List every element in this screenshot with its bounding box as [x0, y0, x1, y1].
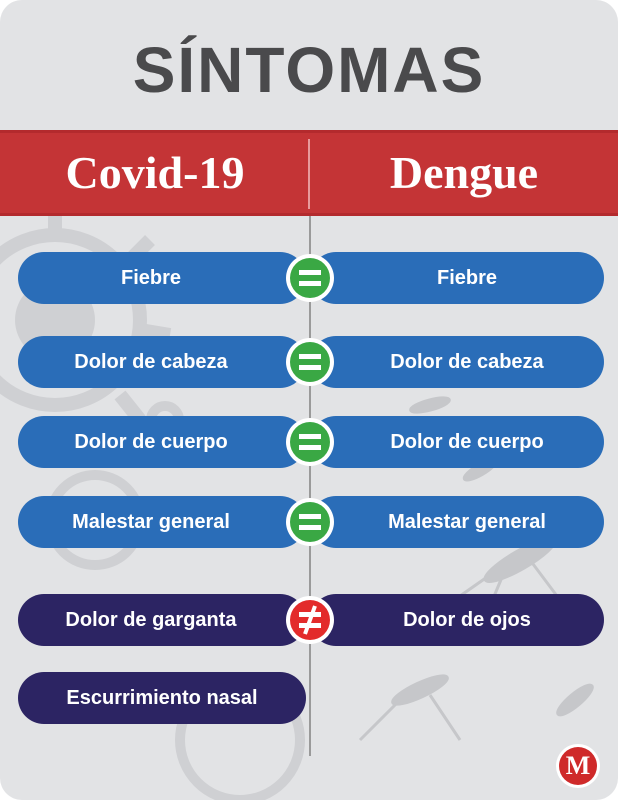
symptom-covid: Dolor de garganta: [18, 594, 306, 646]
brand-logo: [556, 744, 600, 788]
equal-badge: [286, 254, 334, 302]
symptom-dengue: Dolor de ojos: [310, 594, 604, 646]
column-header-covid: Covid-19: [65, 147, 245, 198]
not-equal-badge: [286, 596, 334, 644]
symptom-covid: Dolor de cuerpo: [18, 416, 306, 468]
symptom-dengue: Malestar general: [310, 496, 604, 548]
page-title: SÍNTOMAS: [132, 34, 486, 106]
not-equal-icon: [290, 600, 330, 640]
equal-badge: [286, 338, 334, 386]
brand-logo-letter: M: [559, 747, 597, 785]
symptom-covid-only: Escurrimiento nasal: [18, 672, 306, 724]
equal-icon: [290, 342, 330, 382]
symptom-covid: Fiebre: [18, 252, 306, 304]
equal-badge: [286, 498, 334, 546]
equal-icon: [290, 422, 330, 462]
equal-badge: [286, 418, 334, 466]
symptom-dengue: Dolor de cabeza: [310, 336, 604, 388]
symptom-covid: Dolor de cabeza: [18, 336, 306, 388]
symptom-dengue: Dolor de cuerpo: [310, 416, 604, 468]
equal-icon: [290, 502, 330, 542]
column-header-banner: [0, 130, 618, 216]
equal-icon: [290, 258, 330, 298]
symptom-covid: Malestar general: [18, 496, 306, 548]
symptom-dengue: Fiebre: [310, 252, 604, 304]
column-header-dengue: Dengue: [389, 147, 539, 198]
